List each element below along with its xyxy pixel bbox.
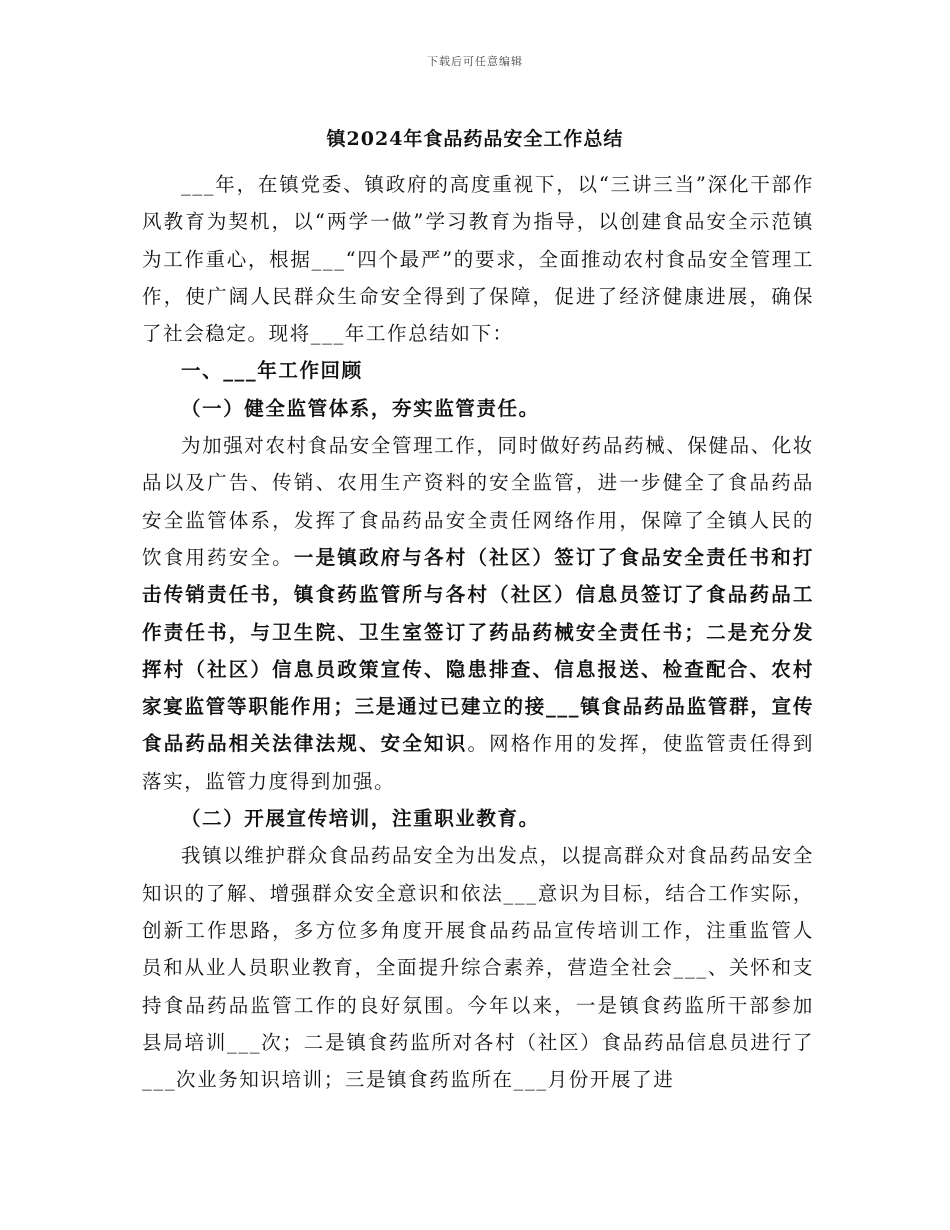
paragraph-training: 我镇以维护群众食品药品安全为出发点，以提高群众对食品药品安全知识的了解、增强群众安全意识和依法___意识为目标，结合工作实际，创新工作思路，多方位多角度开展食品药品宣传培训工作，注重监管人员和从业人员职业教育，全面提升综合素养，营造全社会___、关怀和支持食品药品监管工作的良好氛围。今年以来，一是镇食药监所干部参加县局培训___次；二是镇食药监所对各村（社区）食品药品信息员进行了___次业务知识培训；三是镇食药监所在___月份开展了进 bbox=[142, 844, 815, 1092]
header-note: 下载后可任意编辑 bbox=[427, 55, 523, 68]
paragraph-intro: ___年，在镇党委、镇政府的高度重视下，以“三讲三当”深化干部作风教育为契机，以“两学一做”学习教育为指导，以创建食品安全示范镇为工作重心，根据___“四个最严”的要求，全面推动农村食品安全管理工作，使广阔人民群众生命安全得到了保障，促进了经济健康进展，确保了社会稳定。现将___年工作总结如下： bbox=[142, 173, 814, 346]
subsection-heading-1: （一）健全监管体系，夯实监管责任。 bbox=[181, 396, 540, 420]
paragraph-supervision-intro: 为加强对农村食品安全管理工作，同时做好药品药械、保健品、化妆品以及广告、传销、农用生产资料的安全监管，进一步健全了食品药品安全监管体系，发挥了食品药品安全责任网络作用，保障了全镇人民的饮食用药安全。 bbox=[142, 434, 815, 569]
section-heading-1: 一、___年工作回顾 bbox=[181, 359, 363, 383]
subsection-heading-2: （二）开展宣传培训，注重职业教育。 bbox=[181, 807, 540, 831]
document-body bbox=[142, 166, 814, 1098]
paragraph-supervision bbox=[142, 427, 814, 800]
document-title: 镇2024年食品药品安全工作总结 bbox=[326, 128, 624, 150]
paragraph-supervision-tail: 。网格作用的发挥，使监管责任得到落实，监管力度得到加强。 bbox=[142, 732, 814, 793]
paragraph-supervision-bold: 一是镇政府与各村（社区）签订了食品安全责任书和打击传销责任书，镇食药监管所与各村（社区）信息员签订了食品药品工作责任书，与卫生院、卫生室签订了药品药械安全责任书；二是充分发挥村（社区）信息员政策宣传、隐患排查、信息报送、检查配合、农村家宴监管等职能作用；三是通过已建立的接___镇食品药品监管群，宣传食品药品相关法律法规、安全知识 bbox=[142, 545, 814, 756]
